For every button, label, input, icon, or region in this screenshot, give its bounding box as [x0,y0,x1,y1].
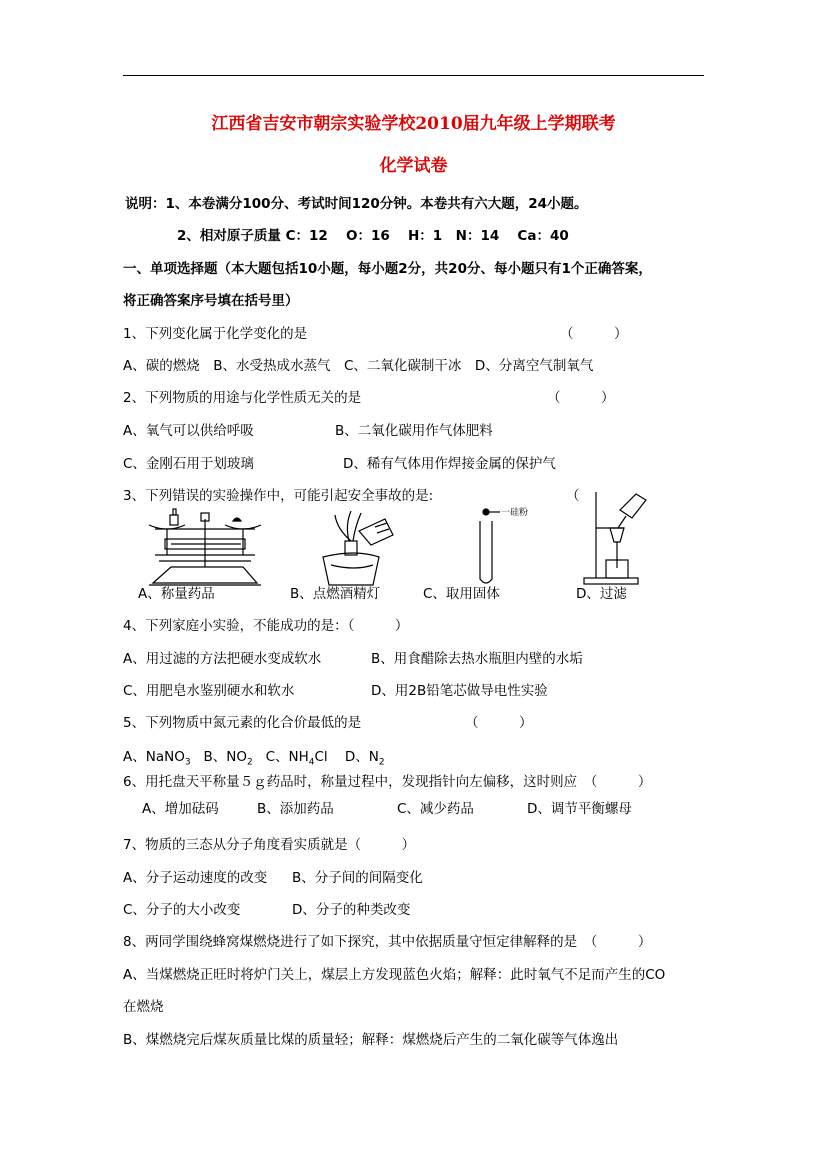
q2-answer-paren: （ ） [547,390,615,406]
q8-stem: 8、两同学围绕蜂窝煤燃烧进行了如下探究，其中依据质量守恒定律解释的是 （ ） [123,934,652,950]
q5-option-a: A、NaNO$_3$ [123,749,191,768]
test-tube-label: 一硅粉 [501,508,529,518]
section-heading-cont: 将正确答案序号填在括号里） [123,293,299,309]
q7-option-c: C、分子的大小改变 [123,902,241,918]
q7-stem: 7、物质的三态从分子角度看实质就是（ ） [123,837,416,853]
q6-stem: 6、用托盘天平称量５ｇ药品时，称量过程中，发现指针向左偏移，这时则应 （ ） [123,774,652,790]
q1-answer-paren: （ ） [560,326,628,342]
q7-option-a: A、分子运动速度的改变 [123,870,268,886]
q3-option-c: C、取用固体 [423,586,500,602]
test-tube-figure [470,505,530,587]
q6-option-b: B、添加药品 [257,801,334,817]
q5-options [123,749,385,771]
filtration-figure [580,488,650,586]
q8-option-b: B、煤燃烧完后煤灰质量比煤的质量轻；解释：煤燃烧后产生的二氧化碳等气体逸出 [123,1032,619,1048]
instructions-1: 说明：1、本卷满分100分、考试时间120分钟。本卷共有六大题，24小题。 [125,196,588,212]
q6-option-a: A、增加砝码 [142,801,219,817]
q7-option-d: D、分子的种类改变 [292,902,411,918]
q7-option-b: B、分子间的间隔变化 [292,870,423,886]
q2-option-d: D、稀有气体用作焊接金属的保护气 [343,456,556,472]
q3-option-a: A、称量药品 [138,586,215,602]
q4-option-b: B、用食醋除去热水瓶胆内壁的水垢 [371,651,583,667]
q3-option-b: B、点燃酒精灯 [290,586,381,602]
q4-stem: 4、下列家庭小实验，不能成功的是：（ ） [123,618,409,634]
q3-stem: 3、下列错误的实验操作中，可能引起安全事故的是: [123,488,434,504]
q6-option-c: C、减少药品 [397,801,474,817]
q5-answer-paren: （ ） [465,715,533,731]
q2-option-b: B、二氧化碳用作气体肥料 [335,423,493,439]
q5-option-c: C、$NH_4Cl$ [265,749,328,768]
q5-option-d: D、$N_2$ [344,749,385,768]
balance-figure [145,503,265,587]
q6-option-d: D、调节平衡螺母 [527,801,632,817]
q1-options: A、碳的燃烧 B、水受热成水蒸气 C、二氧化碳制干冰 D、分离空气制氧气 [123,358,594,374]
q2-option-a: A、氧气可以供给呼吸 [123,423,254,439]
q3-option-d: D、过滤 [576,586,627,602]
q5-stem: 5、下列物质中氮元素的化合价最低的是 [123,715,362,731]
q5-option-b: B、$NO_2$ [203,749,253,768]
q2-stem: 2、下列物质的用途与化学性质无关的是 [123,390,362,406]
q8-option-a-cont: 在燃烧 [123,999,164,1015]
exam-title: 江西省吉安市朝宗实验学校2010届九年级上学期联考 [211,114,616,134]
q8-option-a: A、当煤燃烧正旺时将炉门关上，煤层上方发现蓝色火焰；解释：此时氧气不足而产生的CO [123,967,666,983]
section-heading: 一、单项选择题（本大题包括10小题，每小题2分，共20分、每小题只有1个正确答案， [123,261,652,277]
exam-subtitle: 化学试卷 [379,156,448,176]
q4-option-d: D、用2B铅笔芯做导电性实验 [371,683,548,699]
alcohol-lamp-figure [315,505,395,587]
q4-option-a: A、用过滤的方法把硬水变成软水 [123,651,322,667]
instructions-2: 2、相对原子质量 C：12 O：16 H：1 N：14 Ca：40 [177,228,569,244]
q2-option-c: C、金刚石用于划玻璃 [123,456,254,472]
q4-option-c: C、用肥皂水鉴别硬水和软水 [123,683,295,699]
q3-answer-paren: （ [566,488,580,504]
q1-stem: 1、下列变化属于化学变化的是 [123,326,308,342]
header-rule [123,75,704,76]
